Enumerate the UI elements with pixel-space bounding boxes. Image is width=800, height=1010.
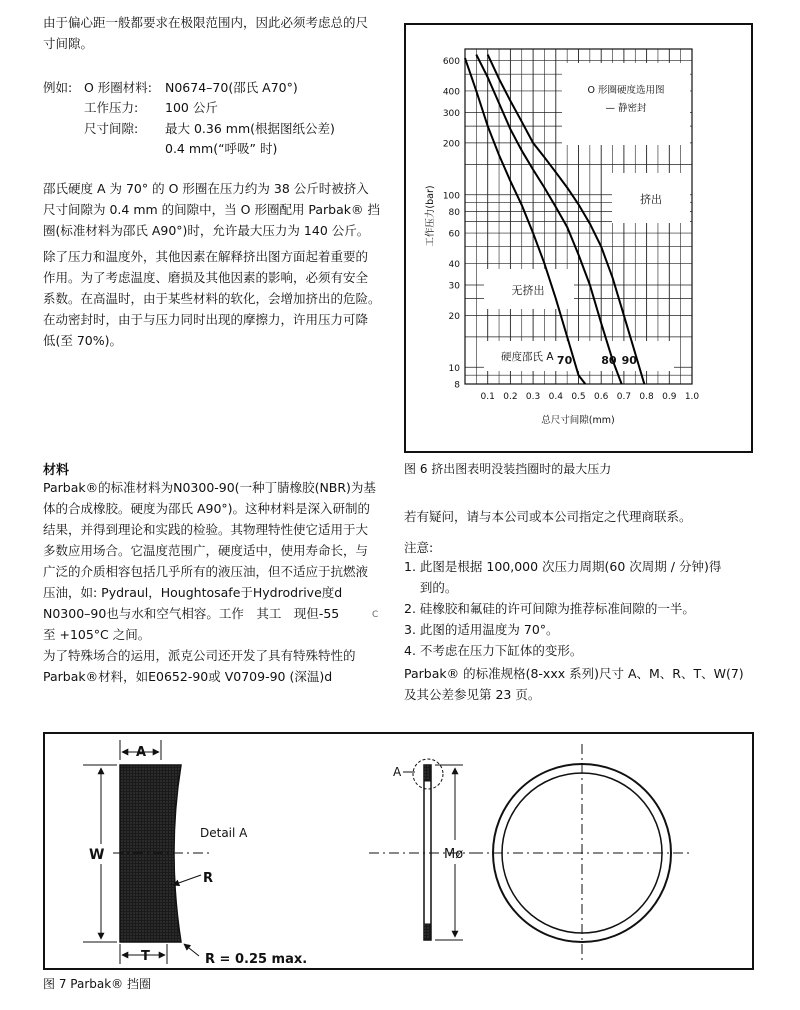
para-line: Parbak® 的标准规格(8-xxx 系列)尺寸 A、M、R、T、W(7) [404, 666, 744, 681]
example-key: 尺寸间隙: [84, 121, 139, 136]
y-tick-label: 10 [448, 363, 460, 374]
hardness-label: 硬度邵氏 A [501, 351, 554, 363]
x-tick-label: 0.8 [639, 392, 654, 402]
example-value: 100 公斤 [165, 100, 218, 115]
label-m: Mø [444, 847, 464, 862]
example-label: 例如: [43, 80, 73, 95]
material-paragraph [43, 477, 379, 645]
y-tick-label: 8 [454, 380, 460, 391]
x-tick-label: 0.7 [616, 392, 632, 402]
cross-section-shape [120, 765, 181, 942]
series-label-90: 90 [621, 354, 637, 367]
example-value: 最大 0.36 mm(根据图纸公差) [165, 121, 335, 136]
para-line: 体的合成橡胶。硬度为邵氏 A90°)。这种材料是深入研制的 [43, 501, 371, 516]
x-tick-label: 0.5 [571, 392, 586, 402]
intro-line: 由于偏心距一般都要求在极限范围内，因此必须考虑总的尺 [43, 15, 369, 30]
x-tick-label: 0.9 [662, 392, 677, 402]
para-line: 尺寸间隙为 0.4 mm 的间隙中，当 O 形圈配用 Parbak® 挡 [43, 202, 380, 217]
para-line: 圈(标准材料为邵氏 A90°)时，允许最大压力为 140 公斤。 [43, 223, 370, 238]
para-line: 多数应用场合。它温度范围广，硬度适中，使用寿命长，与 [43, 543, 369, 558]
para-line: 系数。在高温时，由于某些材料的软化，会增加挤出的危险。 [43, 291, 381, 306]
spec-paragraph [404, 663, 744, 705]
para-line: 压油，如: Pydraul，Houghtosafe于Hydrodrive度d [43, 585, 343, 600]
para-line: 邵氏硬度 A 为 70° 的 O 形圈在压力约为 38 公斤时被挤入 [43, 181, 369, 196]
label-r: R [203, 871, 214, 886]
para-line: 及其公差参见第 23 页。 [404, 687, 541, 702]
paragraph-factors [43, 246, 381, 351]
para-line: 作用。为了考虑温度、磨损及其他因素的影响，必须有安全 [43, 270, 369, 285]
note-item: 1. 此图是根据 100,000 次压力周期(60 次周期 / 分钟)得 [404, 559, 722, 574]
y-tick-label: 200 [442, 139, 460, 150]
y-tick-label: 30 [448, 281, 460, 292]
example-value: 0.4 mm(“呼吸” 时) [165, 141, 278, 156]
example-value: N0674–70(邵氏 A70°) [165, 80, 298, 95]
label-w: W [89, 847, 105, 863]
stray-c: C [372, 610, 379, 620]
series-label-70: 70 [556, 354, 573, 367]
special-material-paragraph [43, 645, 356, 687]
y-axis-label: 工作压力(bar) [425, 185, 436, 247]
backup-ring-drawing [43, 732, 754, 970]
para-line: 低(至 70%)。 [43, 333, 123, 348]
label-no-extrusion: 无挤出 [511, 284, 545, 297]
y-tick-label: 40 [448, 259, 460, 270]
note-item: 4. 不考虑在压力下缸体的变形。 [404, 643, 583, 658]
x-tick-label: 0.1 [480, 392, 495, 402]
label-detail-a: Detail A [200, 826, 248, 840]
y-tick-label: 400 [442, 87, 460, 98]
note-item: 3. 此图的适用温度为 70°。 [404, 622, 559, 637]
y-tick-label: 100 [442, 191, 460, 202]
example-key: 工作压力: [84, 100, 139, 115]
chart-caption: 图 6 挤出图表明没装挡圈时的最大压力 [404, 462, 612, 476]
notes-heading: 注意: [404, 540, 434, 555]
series-label-80: 80 [601, 354, 617, 367]
note-item: 2. 硅橡胶和氟硅的许可间隙为推荐标准间隙的一半。 [404, 601, 695, 616]
label-a-callout: A [393, 765, 402, 779]
para-line: 除了压力和温度外，其他因素在解释挤出图方面起着重要的 [43, 249, 369, 264]
note-item: 到的。 [404, 580, 458, 595]
x-tick-label: 0.6 [594, 392, 609, 402]
y-tick-label: 80 [448, 207, 460, 218]
para-line: 结果，并得到理论和实践的检验。其物理特性使它适用于大 [43, 522, 369, 537]
intro-line: 寸间隙。 [43, 36, 94, 51]
x-tick-label: 0.4 [548, 392, 563, 402]
y-tick-label: 600 [442, 57, 460, 68]
para-line: 至 +105°C 之间。 [43, 627, 151, 642]
chart-title: O 形圈硬度选用图 [587, 85, 665, 96]
material-heading: 材料 [43, 463, 70, 478]
para-line: 广泛的介质相容包括几乎所有的液压油，但不适应于抗燃液 [43, 564, 369, 579]
para-line: 为了特殊场合的运用，派克公司还开发了具有特殊特性的 [43, 648, 356, 663]
contact-text: 若有疑问，请与本公司或本公司指定之代理商联系。 [404, 509, 692, 524]
y-tick-label: 20 [448, 311, 460, 322]
y-tick-label: 300 [442, 108, 460, 119]
extrusion-chart [404, 23, 753, 453]
x-tick-label: 0.3 [525, 392, 541, 402]
label-extrusion: 挤出 [640, 193, 662, 206]
label-a: A [136, 745, 147, 760]
label-t: T [141, 949, 150, 964]
x-axis-label: 总尺寸间隙(mm) [541, 415, 615, 426]
para-line: Parbak®的标准材料为N0300-90(一种丁腈橡胶(NBR)为基 [43, 480, 376, 495]
y-tick-label: 60 [448, 229, 460, 240]
para-line: Parbak®材料，如E0652-90或 V0709-90 (深温)d [43, 669, 333, 684]
paragraph-extrusion [43, 178, 380, 241]
para-line: N0300–90也与水和空气相容。工作 其工 现但-55 [43, 606, 340, 621]
x-tick-label: 0.2 [503, 392, 518, 402]
x-tick-label: 1.0 [684, 392, 700, 402]
notes-list [404, 556, 721, 661]
para-line: 在动密封时，由于与压力同时出现的摩擦力，许用压力可降 [43, 312, 369, 327]
example-key: O 形圈材料: [84, 80, 153, 95]
label-r-max: R = 0.25 max. [205, 952, 308, 967]
chart-subtitle: — 静密封 [605, 103, 647, 114]
intro-paragraph [43, 12, 368, 54]
figure7-caption: 图 7 Parbak® 挡圈 [43, 977, 151, 991]
